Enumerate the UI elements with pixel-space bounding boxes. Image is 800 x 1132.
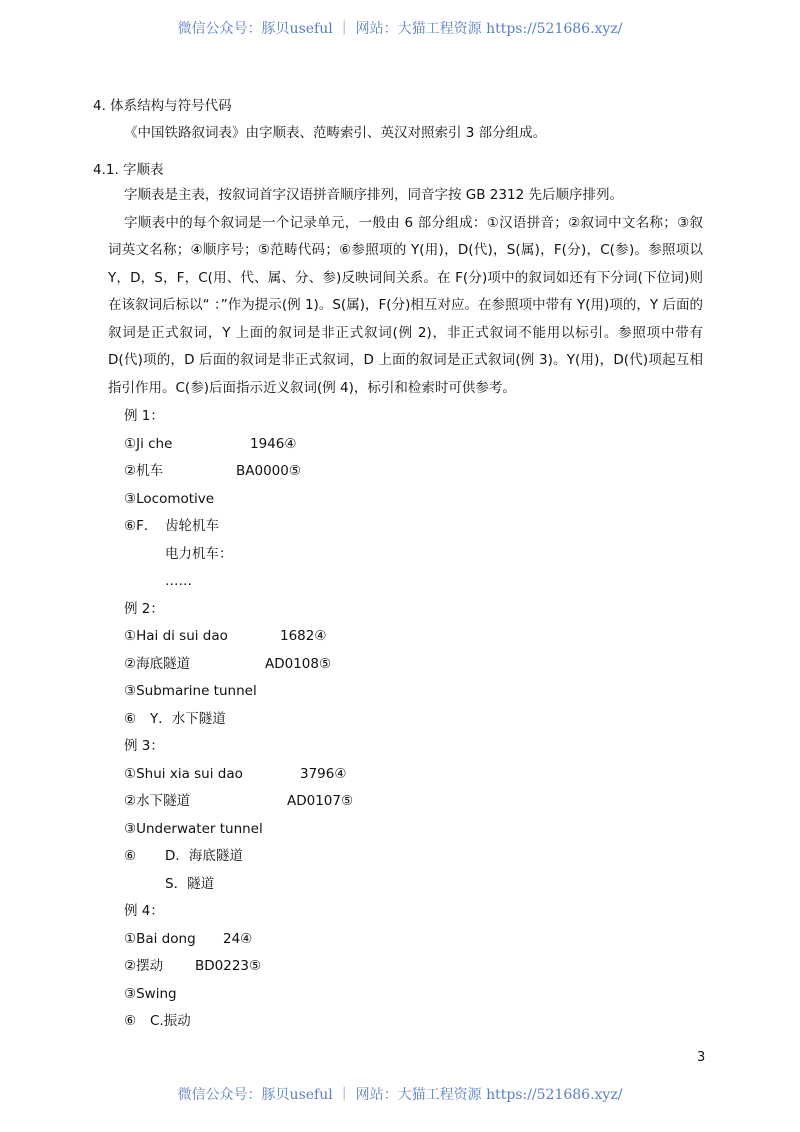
paragraph: 字顺表中的每个叙词是一个记录单元，一般由 6 部分组成：①汉语拼音；②叙词中文名称；③叙词英文名称；④顺序号；⑤范畴代码；⑥参照项的 Y(用)，D(代)，S(属)，F(分)，C(参)。参照项以 Y，D，S，F，C(用、代、属、分、参)反映词间关系。在 F(分)项中的叙词如还有下分词(下位词)则在该叙词后标以“ ：”作为提示(例 1)。S(属)，F(分)相互对应。在参照项中带有 Y(用)项的，Y 后面的叙词是正式叙词，Y 上面的叙词是非正式叙词(例 2)，非正式叙词不能用以标引。参照项中带有 D(代)项的，D 后面的叙词是非正式叙词，D 上面的叙词是正式叙词(例 3)。Y(用)，D(代)项起互相指引作用。C(参)后面指示近义叙词(例 4)，标引和检索时可供参考。: [108, 214, 703, 396]
subsection-heading: 4.1. 字顺表: [93, 162, 164, 178]
example-entry-value: 1682④: [280, 628, 327, 644]
example-entry-value: 3796④: [300, 765, 347, 782]
example-entry: 例 2：: [124, 600, 164, 617]
example-entry-value: S．隧道: [165, 875, 215, 892]
example-entry-value: Y．水下隧道: [150, 710, 226, 727]
example-entry: ⑥: [124, 710, 137, 727]
example-entry: 例 4：: [124, 903, 164, 919]
example-entry: 例 1：: [124, 408, 164, 424]
example-entry: ②水下隧道: [124, 793, 191, 809]
example-entry: ①Ji che: [124, 435, 173, 452]
example-entry-value: D．海底隧道: [165, 848, 243, 864]
example-entry: ③Underwater tunnel: [124, 820, 263, 837]
intro-paragraph: 《中国铁路叙词表》由字顺表、范畴索引、英汉对照索引 3 部分组成。: [124, 125, 547, 141]
example-entry: ①Shui xia sui dao: [124, 765, 243, 782]
example-entry-value: ……: [165, 573, 192, 589]
example-entry: ③Submarine tunnel: [124, 683, 257, 699]
example-entry-value: 24④: [223, 930, 253, 947]
example-entry-value: BD0223⑤: [195, 958, 262, 974]
example-entry-value: AD0108⑤: [265, 655, 332, 672]
page-number: 3: [697, 1050, 706, 1065]
example-entry-value: C.振动: [150, 1013, 191, 1029]
section-heading: 4. 体系结构与符号代码: [93, 98, 232, 114]
example-entry-value: BA0000⑤: [236, 463, 301, 479]
example-entry-value: 齿轮机车: [165, 518, 219, 534]
example-entry: ②摆动: [124, 958, 164, 974]
example-entry: ②海底隧道: [124, 655, 191, 672]
example-entry-value: AD0107⑤: [287, 793, 354, 809]
example-entry: ②机车: [124, 463, 164, 479]
example-entry-value: 1946④: [250, 435, 297, 452]
example-entry: ⑥: [124, 1013, 137, 1029]
watermark-footer: 微信公众号：豚贝useful ｜ 网站：大猫工程资源 https://521686.xyz/: [177, 1087, 623, 1103]
example-entry: ③Swing: [124, 985, 177, 1002]
example-entry: ①Bai dong: [124, 930, 196, 947]
example-entry: ①Hai di sui dao: [124, 628, 228, 644]
watermark-header: 微信公众号：豚贝useful ｜ 网站：大猫工程资源 https://521686.xyz/: [177, 21, 623, 37]
example-entry-value: 电力机车：: [165, 545, 233, 562]
paragraph: 字顺表是主表，按叙词首字汉语拼音顺序排列，同音字按 GB 2312 先后顺序排列。: [124, 187, 623, 203]
example-entry: ③Locomotive: [124, 490, 215, 507]
example-entry: 例 3：: [124, 738, 164, 754]
example-entry: ⑥F．: [124, 518, 158, 534]
example-entry: ⑥: [124, 848, 137, 864]
